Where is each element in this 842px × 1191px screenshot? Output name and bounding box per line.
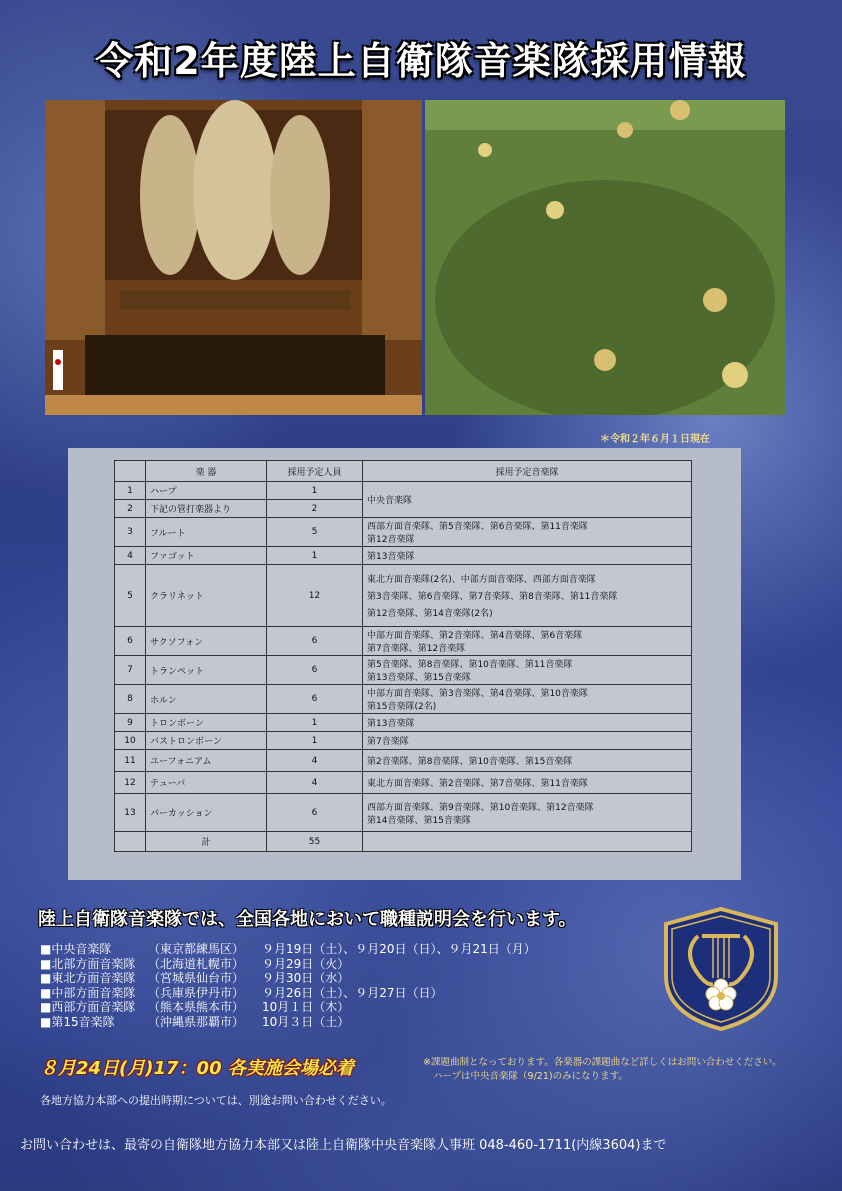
session-dates: 10月３日（土） xyxy=(262,1014,350,1029)
table-row xyxy=(115,714,692,732)
band-line: 東北方面音楽隊、第2音楽隊、第7音楽隊、第11音楽隊 xyxy=(367,779,588,789)
instrument-name: トロンボーン xyxy=(146,714,267,732)
row-number: 1 xyxy=(115,482,146,500)
session-location: （熊本県熊本市） xyxy=(148,1000,245,1014)
row-number: 2 xyxy=(115,500,146,518)
planned-bands xyxy=(363,547,692,565)
submission-deadline: ８月24日(月)17：00 各実施会場必着 xyxy=(40,1058,354,1079)
session-location: （兵庫県伊丹市） xyxy=(148,985,245,1000)
session-location: （東京都練馬区） xyxy=(148,942,245,956)
row-number: 3 xyxy=(115,518,146,547)
total-blank xyxy=(363,832,692,852)
table-row xyxy=(115,547,692,565)
harp-note: ハープは中央音楽隊（9/21)のみになります。 xyxy=(433,1071,628,1082)
planned-bands xyxy=(363,685,692,714)
session-band: ■第15音楽隊 xyxy=(40,1014,115,1029)
planned-count: 2 xyxy=(267,500,363,518)
band-line: 第12音楽隊 xyxy=(367,535,415,545)
row-number: 12 xyxy=(115,772,146,794)
planned-count: 6 xyxy=(267,685,363,714)
planned-count: 1 xyxy=(267,482,363,500)
table-row xyxy=(115,565,692,627)
submission-timing-note: 各地方協力本部への提出時期については、別途お問い合わせください。 xyxy=(40,1094,392,1107)
band-line: 第2音楽隊、第8音楽隊、第10音楽隊、第15音楽隊 xyxy=(367,757,573,767)
instrument-name: 下記の管打楽器より xyxy=(146,500,267,518)
band-line: 第5音楽隊、第8音楽隊、第10音楽隊、第11音楽隊 xyxy=(367,660,573,670)
planned-count: 1 xyxy=(267,547,363,565)
row-number: 13 xyxy=(115,794,146,832)
planned-count: 6 xyxy=(267,627,363,656)
session-dates: ９月26日（土）、９月27日（日） xyxy=(262,985,443,1000)
band-line: 第12音楽隊、第14音楽隊(2名) xyxy=(367,609,493,619)
band-line: 中央音楽隊 xyxy=(367,496,413,506)
planned-bands xyxy=(363,656,692,685)
band-line: 西部方面音楽隊、第5音楽隊、第6音楽隊、第11音楽隊 xyxy=(367,522,588,532)
instrument-name: クラリネット xyxy=(146,565,267,627)
lyre-emblem-icon xyxy=(658,906,784,1032)
band-line: 第14音楽隊、第15音楽隊 xyxy=(367,815,471,826)
test-piece-note: ※課題曲制となっております。各楽器の課題曲など詳しくはお問い合わせください。 xyxy=(423,1057,782,1068)
instrument-name: ハープ xyxy=(146,482,267,500)
table-row xyxy=(115,685,692,714)
session-band: ■東北方面音楽隊 xyxy=(40,971,136,985)
header-count: 採用予定人員 xyxy=(267,461,363,482)
band-line: 第3音楽隊、第6音楽隊、第7音楽隊、第8音楽隊、第11音楽隊 xyxy=(367,592,618,602)
planned-count: 1 xyxy=(267,714,363,732)
total-count: 55 xyxy=(267,832,363,852)
row-number: 8 xyxy=(115,685,146,714)
instrument-name: サクソフォン xyxy=(146,627,267,656)
planned-bands xyxy=(363,732,692,750)
session-location: （宮城県仙台市） xyxy=(148,971,245,985)
band-line: 第13音楽隊 xyxy=(367,719,415,729)
header-no xyxy=(115,461,146,482)
band-line: 西部方面音楽隊、第9音楽隊、第10音楽隊、第12音楽隊 xyxy=(367,802,594,813)
total-label: 計 xyxy=(146,832,267,852)
session-dates: ９月19日（土）、９月20日（日）、９月21日（月） xyxy=(262,942,536,956)
planned-bands xyxy=(363,627,692,656)
planned-count: 12 xyxy=(267,565,363,627)
planned-count: 5 xyxy=(267,518,363,547)
recruitment-table xyxy=(114,460,692,852)
instrument-name: バストロンボーン xyxy=(146,732,267,750)
band-members-illustration xyxy=(425,100,785,415)
session-location: （北海道札幌市） xyxy=(148,956,245,971)
band-members-photo xyxy=(425,100,785,415)
row-number: 4 xyxy=(115,547,146,565)
band-line: 第15音楽隊(2名) xyxy=(367,702,437,712)
session-dates: 10月１日（木） xyxy=(262,1000,350,1014)
instrument-name: テューバ xyxy=(146,772,267,794)
as-of-date: ＊令和２年６月１日現在 xyxy=(600,434,710,445)
header-bands: 採用予定音楽隊 xyxy=(363,461,692,482)
band-line: 中部方面音楽隊、第3音楽隊、第4音楽隊、第10音楽隊 xyxy=(367,689,588,699)
session-band: ■中央音楽隊 xyxy=(40,942,112,956)
planned-count: 6 xyxy=(267,656,363,685)
header-instrument: 楽 器 xyxy=(146,461,267,482)
table-row xyxy=(115,656,692,685)
band-line: 第13音楽隊 xyxy=(367,552,415,562)
recruitment-table-panel xyxy=(68,448,741,880)
row-number: 7 xyxy=(115,656,146,685)
row-number: 10 xyxy=(115,732,146,750)
instrument-name: ファゴット xyxy=(146,547,267,565)
instrument-name: ユーフォニアム xyxy=(146,750,267,772)
planned-count: 1 xyxy=(267,732,363,750)
row-number: 9 xyxy=(115,714,146,732)
table-header-row xyxy=(115,461,692,482)
planned-bands xyxy=(363,794,692,832)
session-dates: ９月29日（火） xyxy=(262,956,350,971)
table-row xyxy=(115,518,692,547)
instrument-name: パーカッション xyxy=(146,794,267,832)
planned-count: 4 xyxy=(267,772,363,794)
planned-count: 4 xyxy=(267,750,363,772)
planned-bands xyxy=(363,482,692,518)
page-title: 令和2年度陸上自衛隊音楽隊採用情報 xyxy=(95,39,747,83)
planned-bands xyxy=(363,565,692,627)
band-line: 第13音楽隊、第15音楽隊 xyxy=(367,673,471,683)
row-number: 6 xyxy=(115,627,146,656)
band-line: 第7音楽隊、第12音楽隊 xyxy=(367,644,466,654)
band-line: 中部方面音楽隊、第2音楽隊、第4音楽隊、第6音楽隊 xyxy=(367,631,583,641)
table-row xyxy=(115,772,692,794)
concert-hall-photo xyxy=(45,100,422,415)
session-location: （沖縄県那覇市） xyxy=(148,1014,245,1029)
planned-bands xyxy=(363,518,692,547)
planned-bands xyxy=(363,750,692,772)
row-number: 5 xyxy=(115,565,146,627)
band-emblem xyxy=(658,906,784,1032)
total-spacer xyxy=(115,832,146,852)
planned-bands xyxy=(363,772,692,794)
session-band: ■中部方面音楽隊 xyxy=(40,985,136,1000)
band-line: 東北方面音楽隊(2名)、中部方面音楽隊、西部方面音楽隊 xyxy=(367,575,596,585)
table-row xyxy=(115,732,692,750)
session-band: ■北部方面音楽隊 xyxy=(40,956,136,971)
contact-info: お問い合わせは、最寄の自衛隊地方協力本部又は陸上自衛隊中央音楽隊人事班 048-460-1711(内線3604)まで xyxy=(20,1138,667,1153)
session-band: ■西部方面音楽隊 xyxy=(40,1000,136,1014)
table-row xyxy=(115,627,692,656)
table-row xyxy=(115,794,692,832)
instrument-name: ホルン xyxy=(146,685,267,714)
row-number: 11 xyxy=(115,750,146,772)
session-dates: ９月30日（水） xyxy=(262,971,350,985)
planned-bands xyxy=(363,714,692,732)
band-line: 第7音楽隊 xyxy=(367,737,409,747)
concert-hall-illustration xyxy=(45,100,422,415)
instrument-name: フルート xyxy=(146,518,267,547)
table-row xyxy=(115,482,692,500)
instrument-name: トランペット xyxy=(146,656,267,685)
sessions-heading: 陸上自衛隊音楽隊では、全国各地において職種説明会を行います。 xyxy=(38,909,577,930)
table-total-row xyxy=(115,832,692,852)
planned-count: 6 xyxy=(267,794,363,832)
table-row xyxy=(115,750,692,772)
